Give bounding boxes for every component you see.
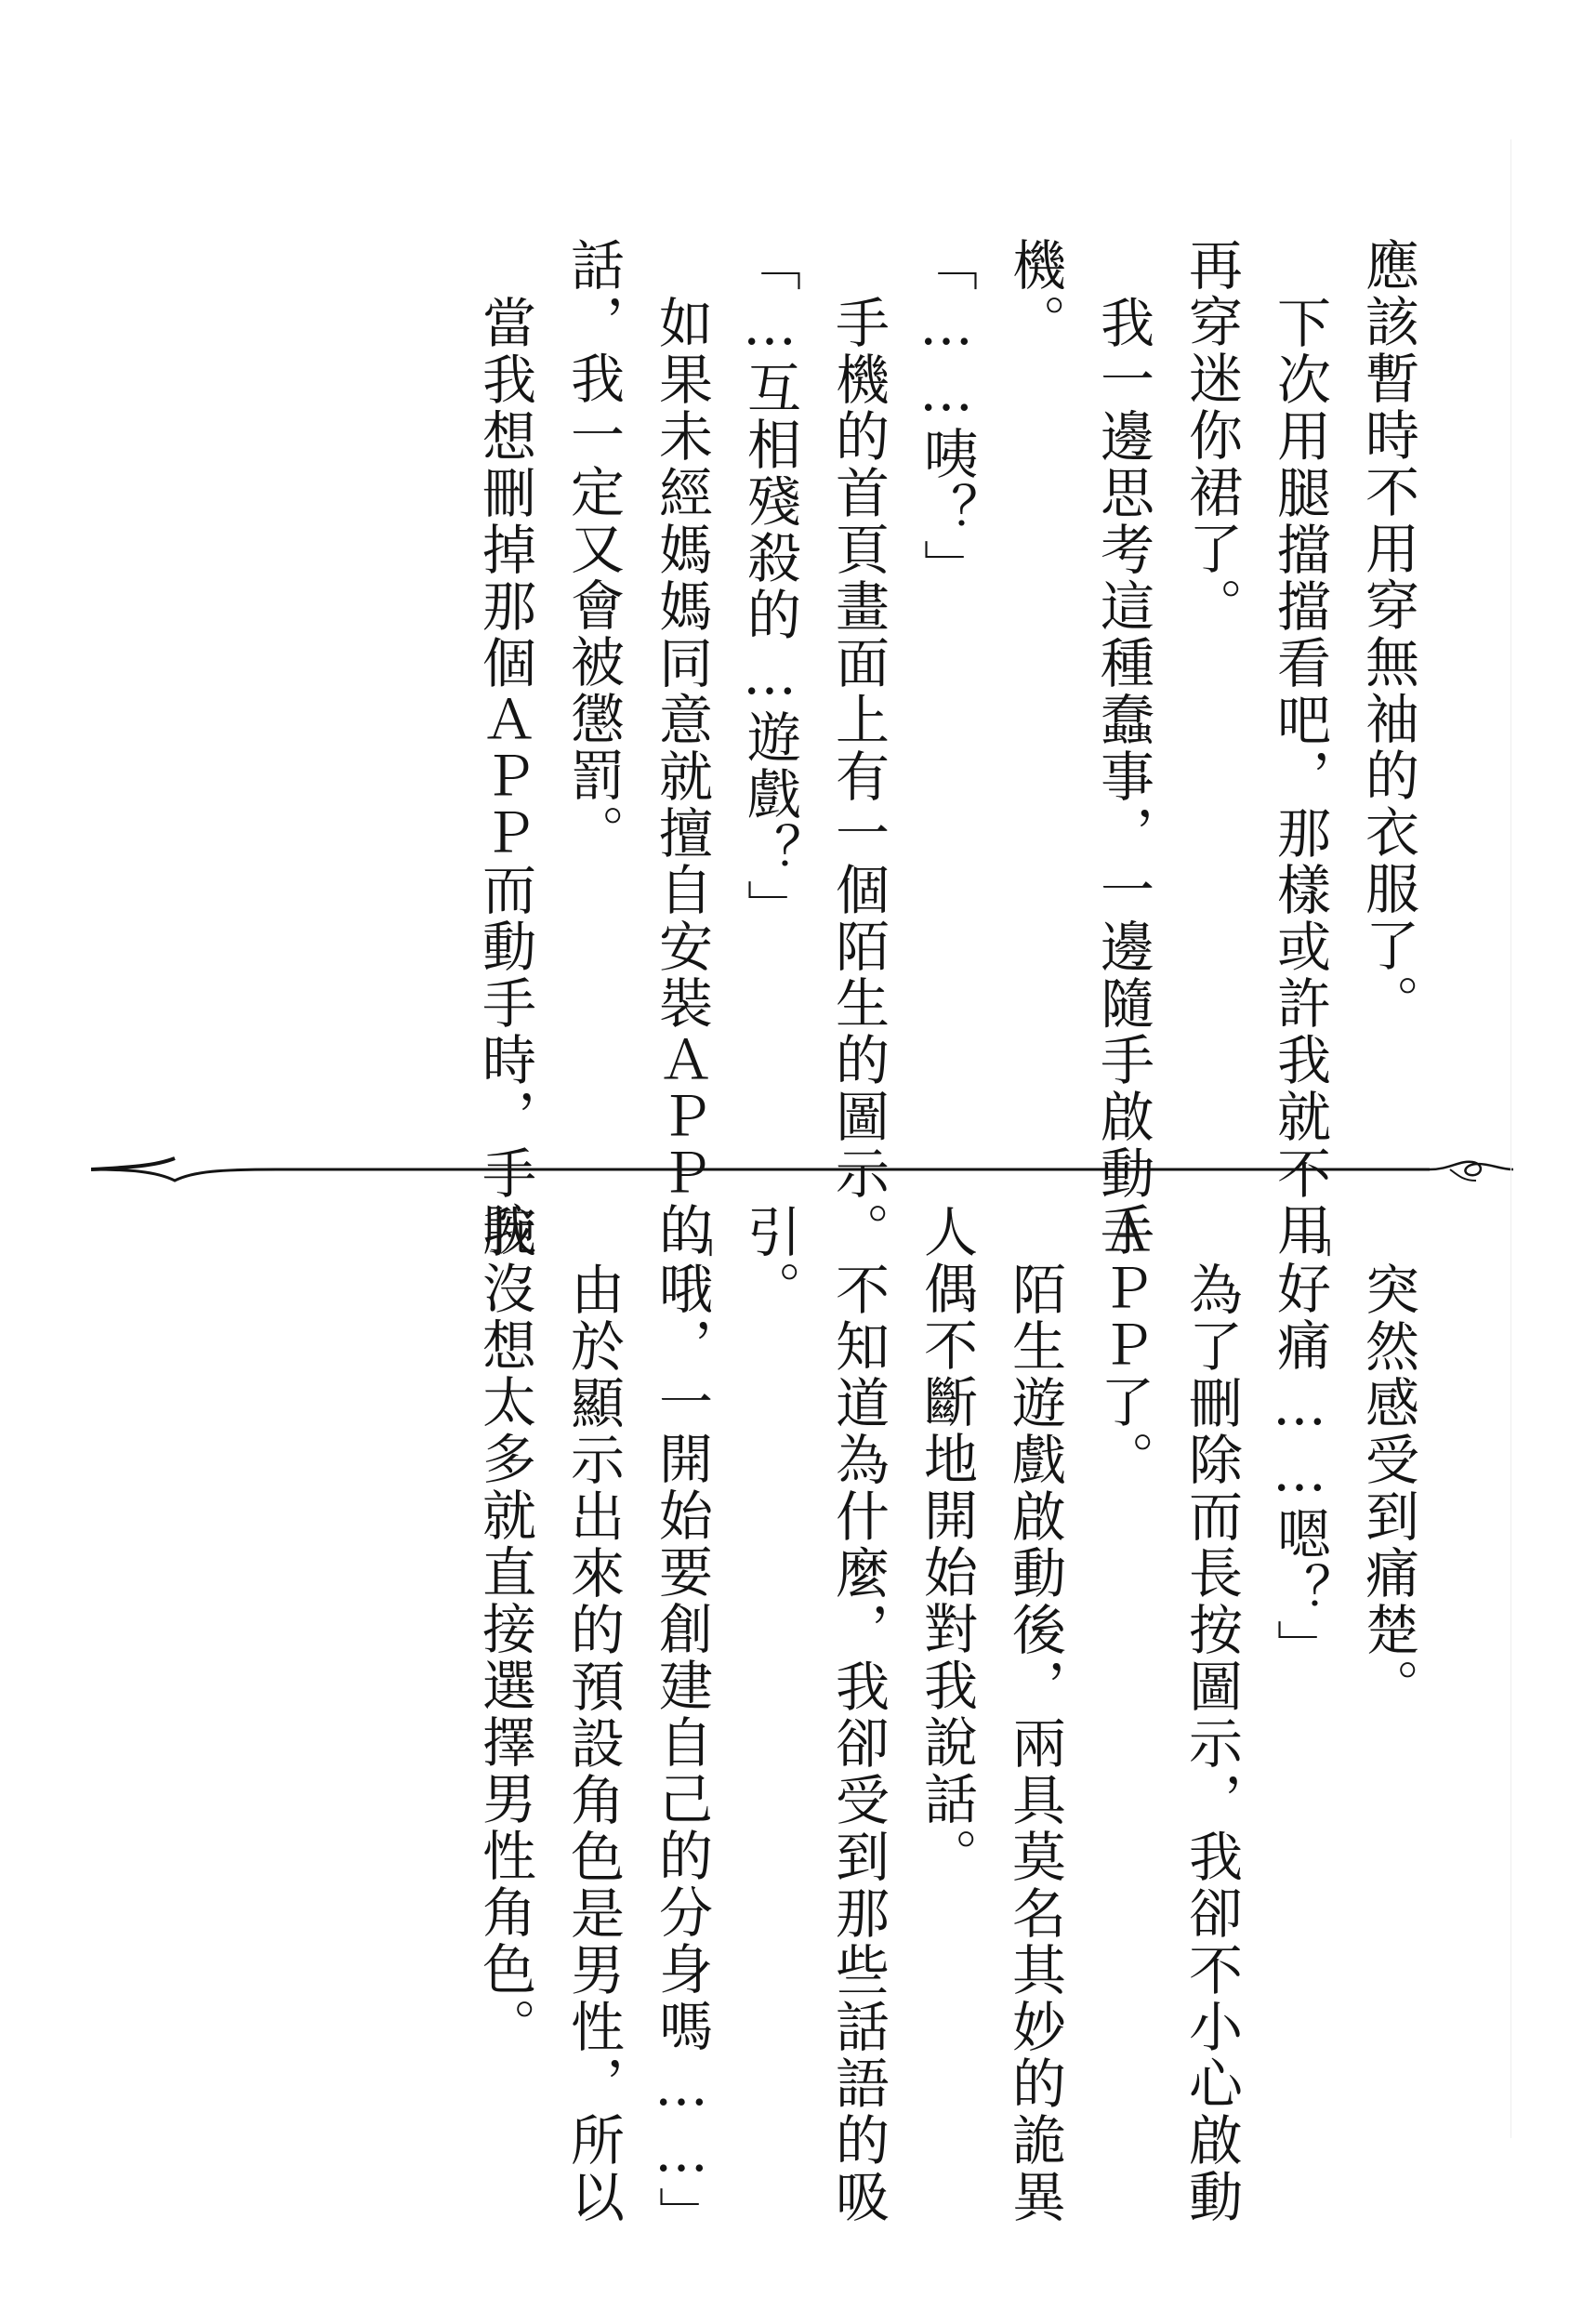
text-column: 陌生遊戲啟動後，兩具莫名其妙的詭異 xyxy=(1003,1261,1066,2225)
text-column: 不知道為什麼，我卻受到那些話語的吸 xyxy=(826,1261,890,2225)
text-column: 人偶不斷地開始對我說話。 xyxy=(915,1204,978,1884)
lower-text-block xyxy=(174,1204,1419,2243)
text-column: 當我想刪掉那個ＡＰＰ而動手時，手腕 xyxy=(473,295,536,1259)
text-column: 應該暫時不用穿無袖的衣服了。 xyxy=(1356,237,1419,1031)
text-column: 如果未經媽媽同意就擅自安裝ＡＰＰ的 xyxy=(650,295,713,1259)
text-column: 「好痛……嗯？」 xyxy=(1268,1204,1331,1676)
text-column: 話，我一定又會被懲罰。 xyxy=(561,237,625,861)
text-column: 機。 xyxy=(1003,237,1066,350)
text-column: ＡＰＰ了。 xyxy=(1091,1204,1154,1487)
text-column: 「……咦？」 xyxy=(915,237,978,596)
text-column: 下次用腿擋擋看吧，那樣或許我就不用 xyxy=(1268,295,1331,1259)
text-column: 「…互相殘殺的…遊戲？」 xyxy=(738,237,801,936)
text-column: 我沒想太多就直接選擇男性角色。 xyxy=(473,1204,536,2054)
text-column: 手機的首頁畫面上有一個陌生的圖示。 xyxy=(826,295,890,1259)
text-column: 再穿迷你裙了。 xyxy=(1180,237,1243,634)
text-column: 「哦，一開始要創建自己的分身嗎……」 xyxy=(650,1204,713,2243)
text-column: 由於顯示出來的預設角色是男性，所以 xyxy=(561,1261,625,2225)
upper-text-block xyxy=(174,237,1419,1259)
text-column: 我一邊思考這種蠢事，一邊隨手啟動手 xyxy=(1091,295,1154,1259)
text-column: 突然感受到痛楚。 xyxy=(1356,1261,1419,1715)
text-column: 引。 xyxy=(738,1204,801,1317)
text-column: 為了刪除而長按圖示，我卻不小心啟動 xyxy=(1180,1261,1243,2225)
page-edge-line xyxy=(1510,139,1511,2138)
ornamental-divider xyxy=(91,1153,1513,1190)
